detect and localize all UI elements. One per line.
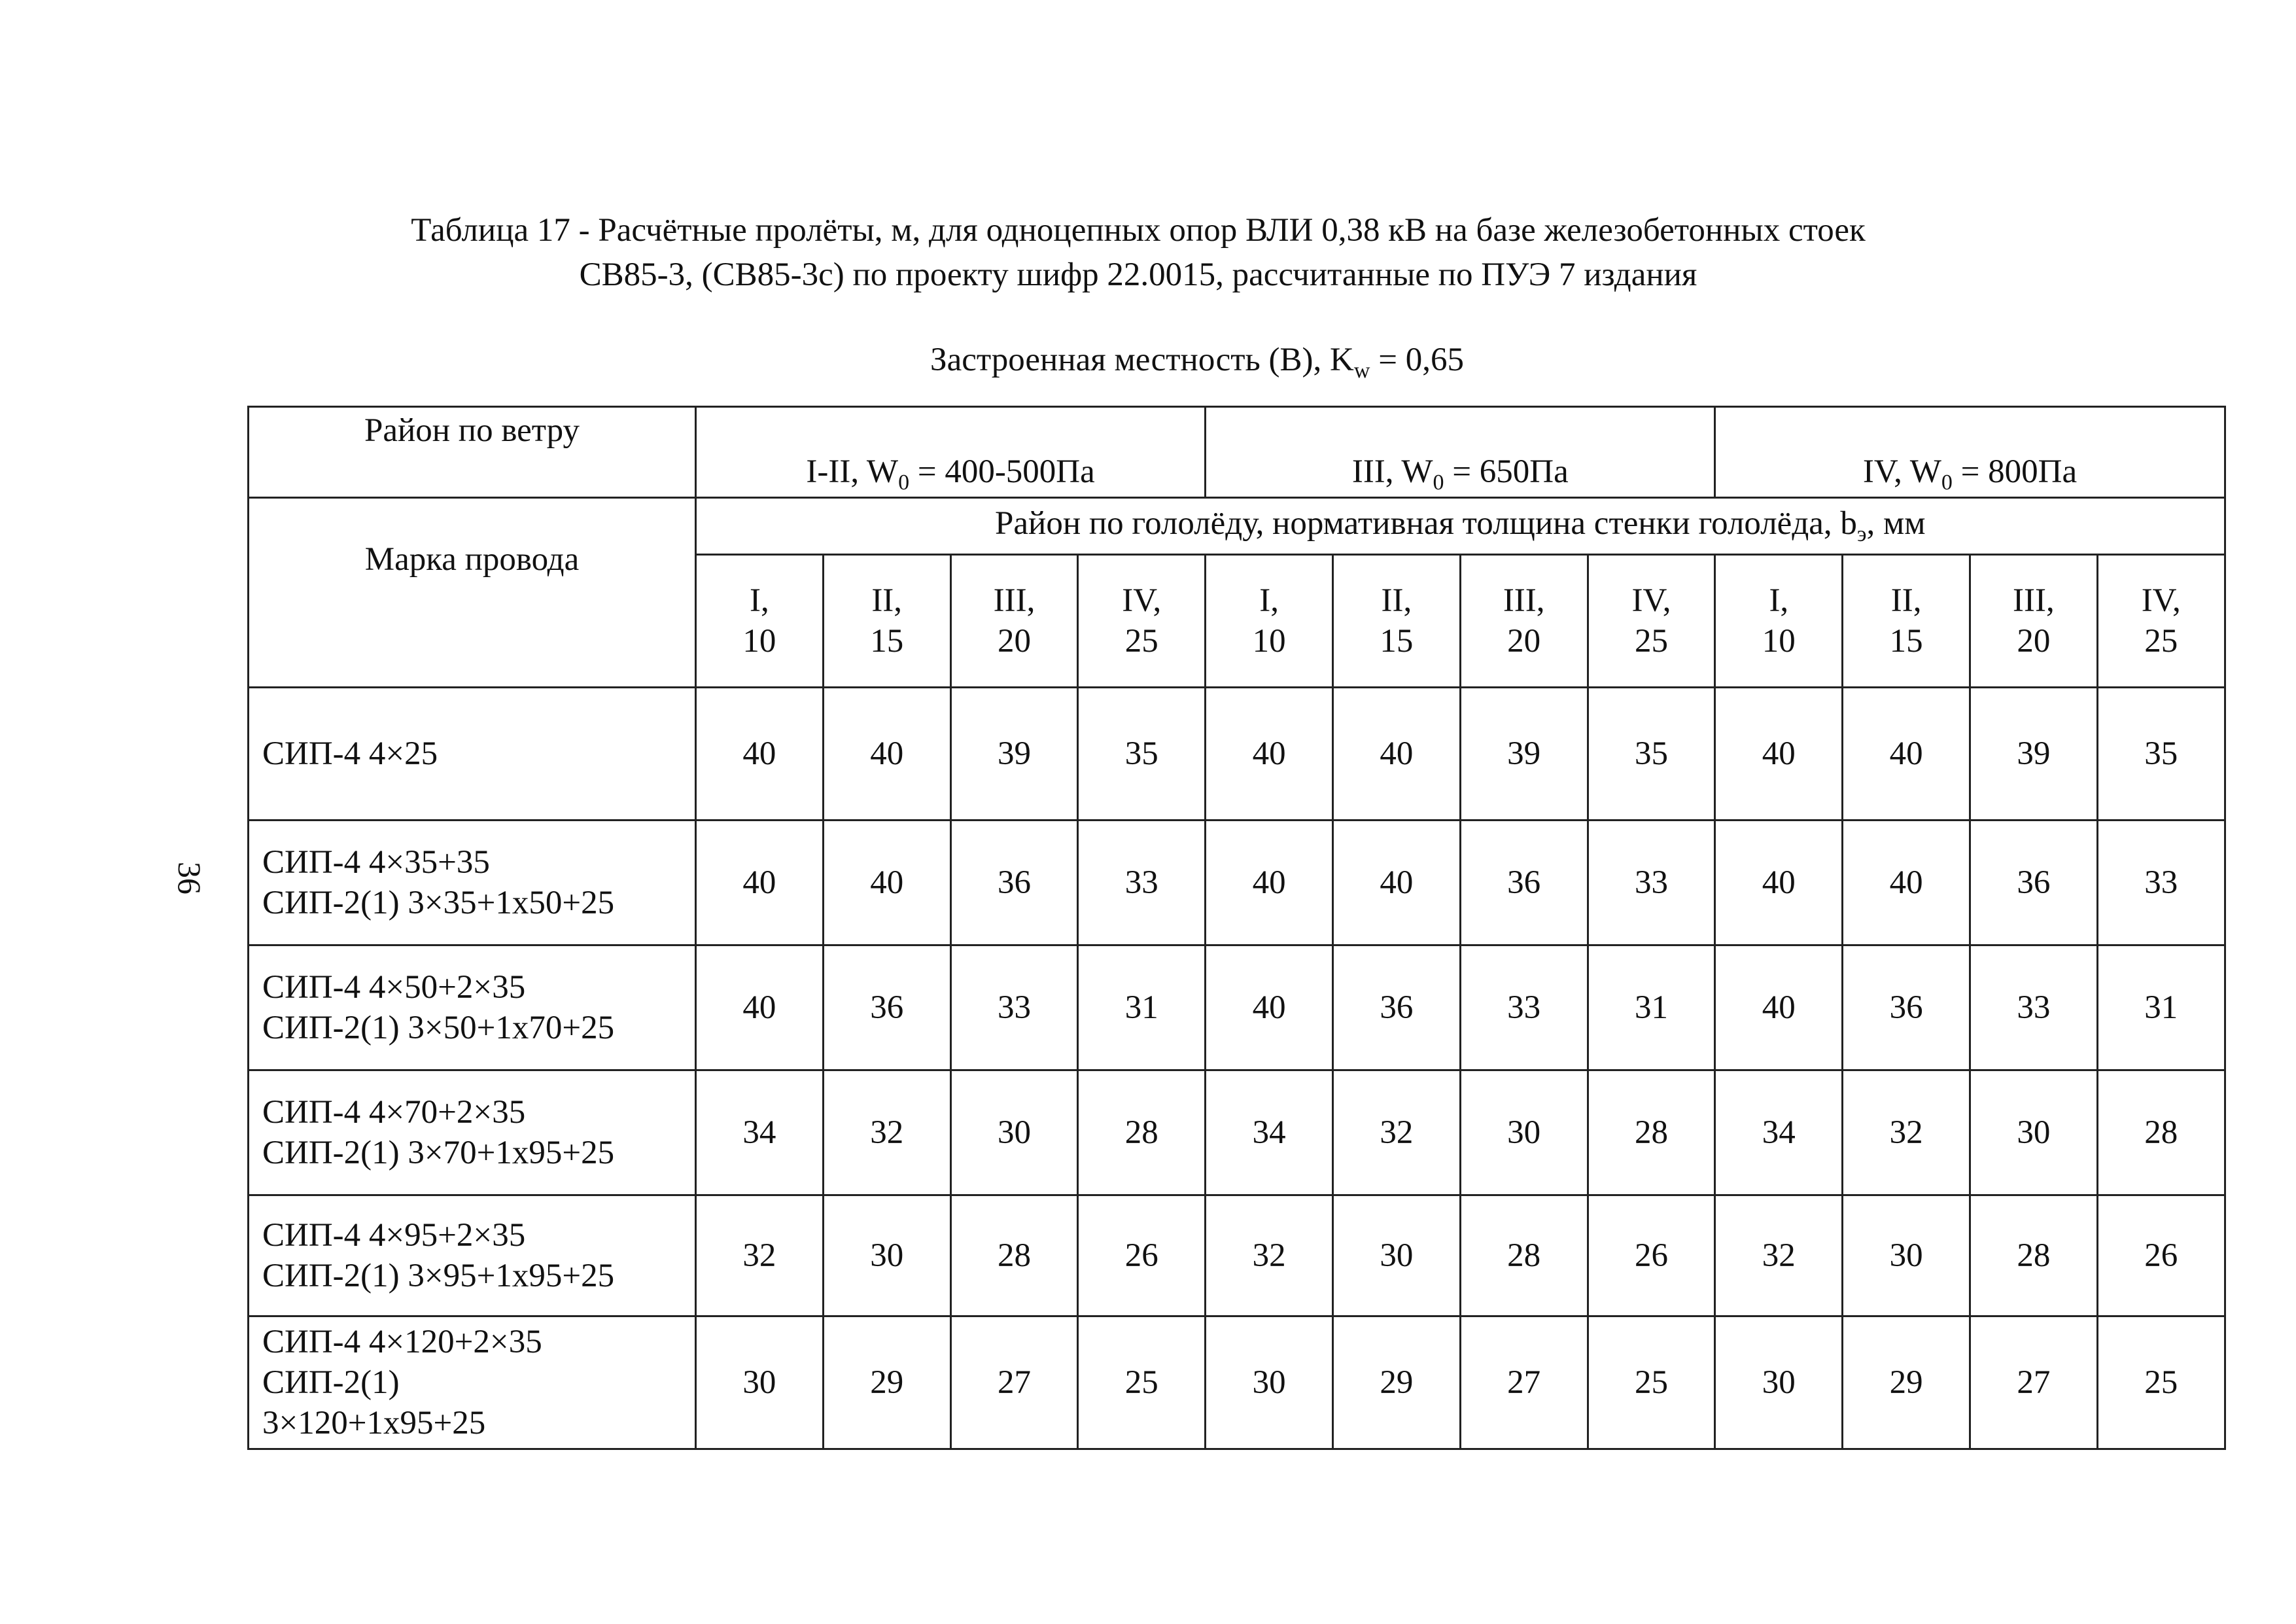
ice-column-header: IV, 25 xyxy=(2097,555,2225,688)
span-value-cell: 30 xyxy=(1970,1070,2098,1195)
table-row xyxy=(249,1316,2225,1449)
span-value-cell: 28 xyxy=(950,1195,1078,1316)
table-title xyxy=(196,208,2080,297)
span-value-cell: 40 xyxy=(823,821,950,945)
span-value-cell: 30 xyxy=(1206,1316,1333,1449)
wire-brand-cell: СИП-4 4×70+2×35 СИП-2(1) 3×70+1х95+25 xyxy=(249,1070,696,1195)
span-value-cell: 32 xyxy=(1332,1070,1460,1195)
table-row xyxy=(249,945,2225,1070)
span-value-cell: 28 xyxy=(1460,1195,1588,1316)
span-value-cell: 36 xyxy=(1970,821,2098,945)
span-value-cell: 33 xyxy=(1078,821,1206,945)
span-value-cell: 40 xyxy=(696,821,824,945)
span-value-cell: 39 xyxy=(950,688,1078,821)
span-value-cell: 26 xyxy=(1588,1195,1715,1316)
span-value-cell: 30 xyxy=(1332,1195,1460,1316)
subtitle-suffix: = 0,65 xyxy=(1370,342,1464,378)
ice-column-header: II, 15 xyxy=(1332,555,1460,688)
wire-brand-label: Марка провода xyxy=(249,498,696,688)
terrain-subtitle xyxy=(654,338,1740,393)
span-value-cell: 35 xyxy=(2097,688,2225,821)
span-value-cell: 34 xyxy=(1715,1070,1843,1195)
table-row xyxy=(249,688,2225,821)
span-value-cell: 39 xyxy=(1460,688,1588,821)
span-value-cell: 25 xyxy=(2097,1316,2225,1449)
span-value-cell: 33 xyxy=(950,945,1078,1070)
span-value-cell: 27 xyxy=(950,1316,1078,1449)
span-value-cell: 29 xyxy=(823,1316,950,1449)
span-value-cell: 30 xyxy=(823,1195,950,1316)
table-row xyxy=(249,1195,2225,1316)
span-value-cell: 30 xyxy=(950,1070,1078,1195)
span-value-cell: 36 xyxy=(823,945,950,1070)
span-value-cell: 40 xyxy=(1715,945,1843,1070)
table-row xyxy=(249,1070,2225,1195)
header-row-wind xyxy=(249,407,2225,498)
wire-brand-cell: СИП-4 4×50+2×35 СИП-2(1) 3×50+1х70+25 xyxy=(249,945,696,1070)
span-value-cell: 36 xyxy=(1332,945,1460,1070)
span-value-cell: 40 xyxy=(1332,821,1460,945)
ice-column-header: III, 20 xyxy=(1970,555,2098,688)
span-value-cell: 40 xyxy=(696,688,824,821)
wire-brand-cell: СИП-4 4×120+2×35 СИП-2(1) 3×120+1х95+25 xyxy=(249,1316,696,1449)
wind-group: IV, $W_0 = 800Па$ xyxy=(1715,407,2225,498)
subtitle-prefix: Застроенная местность (В), K xyxy=(930,342,1354,378)
ice-column-header: I, 10 xyxy=(1715,555,1843,688)
span-value-cell: 32 xyxy=(696,1195,824,1316)
span-value-cell: 31 xyxy=(2097,945,2225,1070)
wind-group: III, $W_0 = 650Па$ xyxy=(1206,407,1715,498)
table-row xyxy=(249,821,2225,945)
span-value-cell: 32 xyxy=(1715,1195,1843,1316)
span-value-cell: 26 xyxy=(1078,1195,1206,1316)
ice-column-header: III, 20 xyxy=(950,555,1078,688)
span-value-cell: 28 xyxy=(1078,1070,1206,1195)
span-value-cell: 27 xyxy=(1460,1316,1588,1449)
ice-column-header: IV, 25 xyxy=(1588,555,1715,688)
span-value-cell: 25 xyxy=(1078,1316,1206,1449)
span-value-cell: 32 xyxy=(1843,1070,1970,1195)
wire-brand-cell: СИП-4 4×35+35 СИП-2(1) 3×35+1х50+25 xyxy=(249,821,696,945)
wind-group: I-II, $W_0 = 400-500Па$ xyxy=(696,407,1206,498)
ice-column-header: II, 15 xyxy=(1843,555,1970,688)
span-value-cell: 35 xyxy=(1588,688,1715,821)
title-line-2: СВ85-3, (СВ85-3с) по проекту шифр 22.0015, рассчитанные по ПУЭ 7 издания xyxy=(579,256,1697,293)
ice-column-header: IV, 25 xyxy=(1078,555,1206,688)
span-value-cell: 28 xyxy=(1970,1195,2098,1316)
span-value-cell: 40 xyxy=(1332,688,1460,821)
span-value-cell: 33 xyxy=(1970,945,2098,1070)
subtitle-subscript: w xyxy=(1353,359,1370,383)
ice-column-header: I, 10 xyxy=(1206,555,1333,688)
title-line-1: Таблица 17 - Расчётные пролёты, м, для одноцепных опор ВЛИ 0,38 кВ на базе железобетонных стоек xyxy=(411,212,1866,249)
span-value-cell: 40 xyxy=(1843,688,1970,821)
header-row-ice xyxy=(249,498,2225,555)
ice-column-header: I, 10 xyxy=(696,555,824,688)
span-value-cell: 40 xyxy=(1206,821,1333,945)
span-value-cell: 30 xyxy=(1715,1316,1843,1449)
ice-column-header: II, 15 xyxy=(823,555,950,688)
span-value-cell: 36 xyxy=(1843,945,1970,1070)
wire-brand-cell: СИП-4 4×95+2×35 СИП-2(1) 3×95+1х95+25 xyxy=(249,1195,696,1316)
span-value-cell: 40 xyxy=(1715,688,1843,821)
span-value-cell: 28 xyxy=(1588,1070,1715,1195)
span-value-cell: 32 xyxy=(823,1070,950,1195)
span-value-cell: 29 xyxy=(1843,1316,1970,1449)
span-value-cell: 26 xyxy=(2097,1195,2225,1316)
span-value-cell: 36 xyxy=(1460,821,1588,945)
span-value-cell: 31 xyxy=(1588,945,1715,1070)
span-value-cell: 40 xyxy=(696,945,824,1070)
wire-brand-cell: СИП-4 4×25 xyxy=(249,688,696,821)
ice-region-label: Район по гололёду, нормативная толщина стенки гололёда, $b_э$, мм xyxy=(696,498,2225,555)
span-value-cell: 32 xyxy=(1206,1195,1333,1316)
span-value-cell: 34 xyxy=(696,1070,824,1195)
span-value-cell: 29 xyxy=(1332,1316,1460,1449)
span-value-cell: 36 xyxy=(950,821,1078,945)
span-value-cell: 30 xyxy=(1843,1195,1970,1316)
span-value-cell: 34 xyxy=(1206,1070,1333,1195)
span-value-cell: 33 xyxy=(1588,821,1715,945)
span-value-cell: 27 xyxy=(1970,1316,2098,1449)
span-value-cell: 40 xyxy=(1715,821,1843,945)
span-value-cell: 35 xyxy=(1078,688,1206,821)
span-value-cell: 39 xyxy=(1970,688,2098,821)
span-value-cell: 33 xyxy=(2097,821,2225,945)
page-number: 36 xyxy=(171,862,208,894)
wind-region-label: Район по ветру xyxy=(249,407,696,498)
span-value-cell: 40 xyxy=(1843,821,1970,945)
span-value-cell: 40 xyxy=(823,688,950,821)
span-value-cell: 30 xyxy=(696,1316,824,1449)
span-value-cell: 28 xyxy=(2097,1070,2225,1195)
span-value-cell: 40 xyxy=(1206,945,1333,1070)
span-value-cell: 25 xyxy=(1588,1316,1715,1449)
span-value-cell: 31 xyxy=(1078,945,1206,1070)
span-value-cell: 30 xyxy=(1460,1070,1588,1195)
ice-column-header: III, 20 xyxy=(1460,555,1588,688)
spans-table xyxy=(247,406,2226,1450)
span-value-cell: 40 xyxy=(1206,688,1333,821)
span-value-cell: 33 xyxy=(1460,945,1588,1070)
